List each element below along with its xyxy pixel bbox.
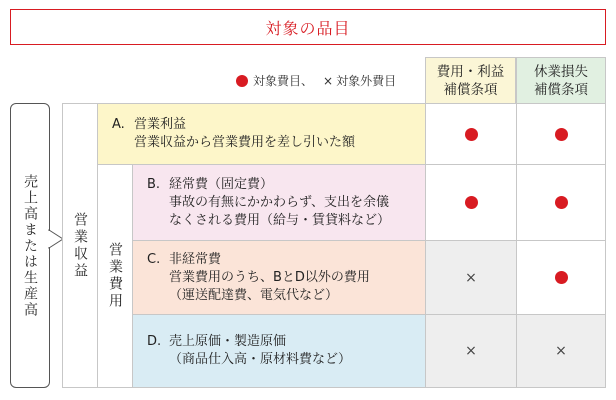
red-dot-icon [555, 271, 568, 284]
operating-expense-label: 営業費用 [97, 164, 133, 388]
row-c-description [132, 240, 426, 315]
row-c-col2 [516, 240, 606, 315]
row-detail: なくされる費用（給与・賃貸料など） [169, 212, 391, 228]
row-letter: B. [147, 176, 161, 192]
row-letter: C. [147, 251, 161, 267]
row-title: 営業利益 [134, 117, 187, 132]
column-header-line2: 補償条項 [534, 81, 588, 98]
row-detail: 事故の有無にかかわらず、支出を余儀 [169, 194, 389, 210]
row-b-description [132, 164, 426, 241]
row-letter: D. [147, 334, 162, 349]
cross-icon: × [465, 269, 477, 286]
row-a-description [97, 103, 426, 165]
legend [236, 72, 396, 89]
column-header-business-loss [516, 57, 606, 103]
row-title: 経常費（固定費） [169, 176, 274, 192]
red-dot-icon [465, 196, 478, 209]
row-b-col1 [425, 164, 517, 241]
cross-icon: × [465, 343, 477, 359]
row-d-description [132, 314, 426, 388]
operating-revenue-label: 営業収益 [62, 103, 98, 388]
page-title: 対象の品目 [10, 9, 606, 45]
row-title: 売上原価・製造原価 [169, 334, 287, 349]
column-header-expense-profit [425, 57, 516, 103]
cross-icon: × [555, 343, 567, 359]
row-d-col2 [516, 314, 606, 388]
row-title: 非経常費 [169, 251, 222, 267]
red-dot-icon [465, 128, 478, 141]
sales-label: 売上高または生産高 [22, 173, 38, 318]
row-letter: A. [112, 117, 125, 132]
cross-icon: × [323, 73, 334, 88]
column-header-line1: 休業損失 [534, 63, 588, 80]
row-a-col1 [425, 103, 517, 165]
red-dot-icon [555, 128, 568, 141]
sales-callout-box [10, 103, 50, 388]
column-header-line2: 補償条項 [443, 81, 498, 98]
legend-cross-label: 対象外費目 [336, 74, 397, 88]
red-dot-icon [555, 196, 568, 209]
row-d-col1 [425, 314, 517, 388]
column-header-line1: 費用・利益 [436, 63, 505, 80]
row-detail: （商品仕入高・原材料費など） [169, 352, 352, 367]
row-detail: （運送配達費、電気代など） [169, 287, 339, 303]
legend-dot-label: 対象費目、 [253, 74, 314, 88]
row-c-col1 [425, 240, 517, 315]
items-table [62, 103, 606, 388]
row-detail: 営業収益から営業費用を差し引いた額 [134, 135, 356, 150]
red-dot-icon [236, 75, 248, 87]
row-detail: 営業費用のうち、BとD以外の費用 [169, 269, 370, 285]
row-a-col2 [516, 103, 606, 165]
row-b-col2 [516, 164, 606, 241]
